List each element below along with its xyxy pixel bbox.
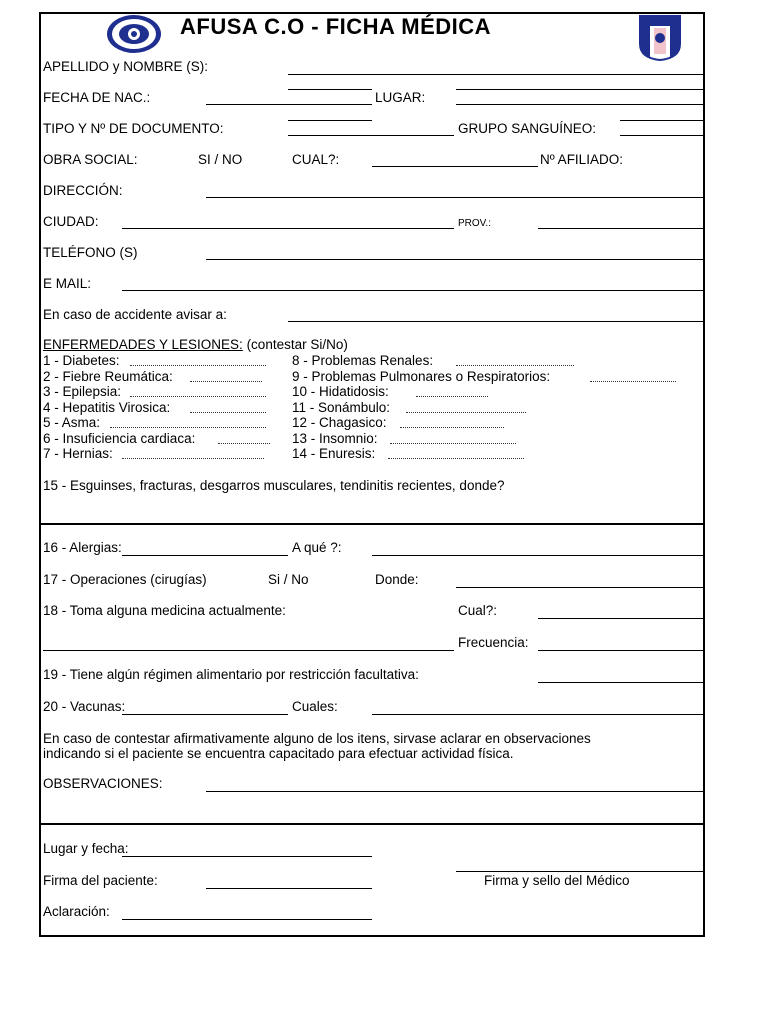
medicina-cual-field[interactable]	[538, 618, 704, 619]
lugar-fecha-label: Lugar y fecha:	[43, 841, 129, 856]
disease-item-4: 4 - Hepatitis Virosica:	[43, 400, 171, 415]
disease-item-6: 6 - Insuficiencia cardiaca:	[43, 431, 196, 446]
disease-item-1-field[interactable]	[130, 365, 266, 366]
disease-item-13-field[interactable]	[390, 443, 516, 444]
cuales-label: Cuales:	[292, 699, 338, 714]
disease-item-3-field[interactable]	[130, 396, 266, 397]
disease-item-9-field[interactable]	[590, 381, 676, 382]
firma-medico-field[interactable]	[456, 871, 704, 872]
note-line-1: En caso de contestar afirmativamente alguno de los itens, sirvase aclarar en observaciones	[43, 731, 591, 746]
tipo-doc-label: TIPO Y Nº DE DOCUMENTO:	[43, 121, 224, 136]
accidente-label: En caso de accidente avisar a:	[43, 307, 227, 322]
question-16-label: 16 - Alergias:	[43, 540, 122, 555]
afusa-shield-logo-icon	[638, 14, 682, 62]
prov-label: PROV.:	[458, 218, 491, 229]
disease-item-10-field[interactable]	[416, 396, 488, 397]
apellido-field[interactable]	[288, 74, 704, 75]
question-18-label: 18 - Toma alguna medicina actualmente:	[43, 603, 286, 618]
disease-item-4-field[interactable]	[190, 412, 266, 413]
observaciones-label: OBSERVACIONES:	[43, 776, 163, 791]
aclaracion-label: Aclaración:	[43, 904, 110, 919]
afiliado-label: Nº AFILIADO:	[540, 152, 623, 167]
apellido-field-extra[interactable]	[288, 89, 372, 90]
medicina-field[interactable]	[43, 650, 454, 651]
cual-field[interactable]	[372, 166, 538, 167]
tipo-doc-field[interactable]	[288, 135, 454, 136]
disease-item-12: 12 - Chagasico:	[292, 415, 387, 430]
disease-item-2: 2 - Fiebre Reumática:	[43, 369, 173, 384]
grupo-sanguineo-field[interactable]	[620, 135, 704, 136]
cual-label: CUAL?:	[292, 152, 340, 167]
frecuencia-label: Frecuencia:	[458, 635, 529, 650]
lugar-field[interactable]	[456, 104, 704, 105]
disease-item-9: 9 - Problemas Pulmonares o Respiratorios:	[292, 369, 551, 384]
disease-item-6-field[interactable]	[218, 443, 270, 444]
question-15: 15 - Esguinses, fracturas, desgarros musculares, tendinitis recientes, donde?	[43, 478, 505, 493]
apellido-label: APELLIDO y NOMBRE (S):	[43, 59, 209, 74]
a-que-label: A qué ?:	[292, 540, 342, 555]
section-divider-2	[39, 823, 705, 825]
prov-field[interactable]	[538, 228, 704, 229]
direccion-label: DIRECCIÓN:	[43, 183, 123, 198]
diseases-heading	[43, 337, 348, 353]
cuales-field[interactable]	[372, 714, 704, 715]
apellido-field-extra-2[interactable]	[456, 89, 704, 90]
disease-item-2-field[interactable]	[190, 381, 262, 382]
disease-item-14: 14 - Enuresis:	[292, 446, 376, 461]
firma-paciente-field[interactable]	[206, 888, 372, 889]
alergias-field[interactable]	[122, 555, 288, 556]
question-20-label: 20 - Vacunas:	[43, 699, 126, 714]
medicina-cual-label: Cual?:	[458, 603, 498, 618]
confederacion-logo-icon	[106, 14, 162, 54]
disease-item-7: 7 - Hernias:	[43, 446, 113, 461]
disease-item-10: 10 - Hidatidosis:	[292, 384, 389, 399]
lugar-field-extra[interactable]	[288, 120, 372, 121]
donde-label: Donde:	[375, 572, 419, 587]
frecuencia-field[interactable]	[538, 650, 704, 651]
form-title: AFUSA C.O - FICHA MÉDICA	[180, 14, 492, 39]
disease-item-11-field[interactable]	[406, 412, 526, 413]
ciudad-field[interactable]	[122, 228, 454, 229]
accidente-field[interactable]	[288, 321, 704, 322]
donde-field[interactable]	[456, 587, 704, 588]
aclaracion-field[interactable]	[122, 919, 372, 920]
lugar-fecha-field[interactable]	[122, 856, 372, 857]
email-label: E MAIL:	[43, 276, 92, 291]
operaciones-si-no[interactable]: Si / No	[268, 572, 309, 587]
email-field[interactable]	[122, 290, 704, 291]
disease-item-7-field[interactable]	[122, 458, 264, 459]
obra-social-label: OBRA SOCIAL:	[43, 152, 138, 167]
disease-item-5: 5 - Asma:	[43, 415, 101, 430]
telefono-field[interactable]	[206, 259, 704, 260]
disease-item-14-field[interactable]	[388, 458, 524, 459]
diseases-heading-suffix: (contestar Si/No)	[242, 337, 348, 352]
fecha-nac-field[interactable]	[206, 104, 372, 105]
disease-item-3: 3 - Epilepsia:	[43, 384, 122, 399]
note-line-2: indicando si el paciente se encuentra capacitado para efectuar actividad física.	[43, 746, 514, 761]
section-divider-1	[39, 523, 705, 525]
disease-item-12-field[interactable]	[400, 427, 504, 428]
direccion-field[interactable]	[206, 197, 704, 198]
disease-item-13: 13 - Insomnio:	[292, 431, 378, 446]
form-frame	[39, 12, 705, 937]
lugar-field-extra-2[interactable]	[620, 120, 704, 121]
question-17-label: 17 - Operaciones (cirugías)	[43, 572, 207, 587]
disease-item-1: 1 - Diabetes:	[43, 353, 120, 368]
obra-social-si-no[interactable]: SI / NO	[198, 152, 243, 167]
diseases-heading-main: ENFERMEDADES Y LESIONES:	[43, 337, 243, 352]
firma-medico-label: Firma y sello del Médico	[484, 873, 630, 888]
grupo-sanguineo-label: GRUPO SANGUÍNEO:	[458, 121, 597, 136]
disease-item-5-field[interactable]	[110, 427, 266, 428]
disease-item-8-field[interactable]	[456, 365, 574, 366]
question-19-label: 19 - Tiene algún régimen alimentario por restricción facultativa:	[43, 667, 419, 682]
fecha-nac-label: FECHA DE NAC.:	[43, 90, 151, 105]
disease-item-11: 11 - Sonámbulo:	[292, 400, 391, 415]
disease-item-8: 8 - Problemas Renales:	[292, 353, 434, 368]
vacunas-field[interactable]	[122, 714, 288, 715]
regimen-field[interactable]	[538, 682, 704, 683]
ciudad-label: CIUDAD:	[43, 214, 99, 229]
a-que-field[interactable]	[372, 555, 704, 556]
telefono-label: TELÉFONO (S)	[43, 245, 138, 260]
lugar-label: LUGAR:	[375, 90, 426, 105]
firma-paciente-label: Firma del paciente:	[43, 873, 158, 888]
observaciones-field[interactable]	[206, 791, 704, 792]
